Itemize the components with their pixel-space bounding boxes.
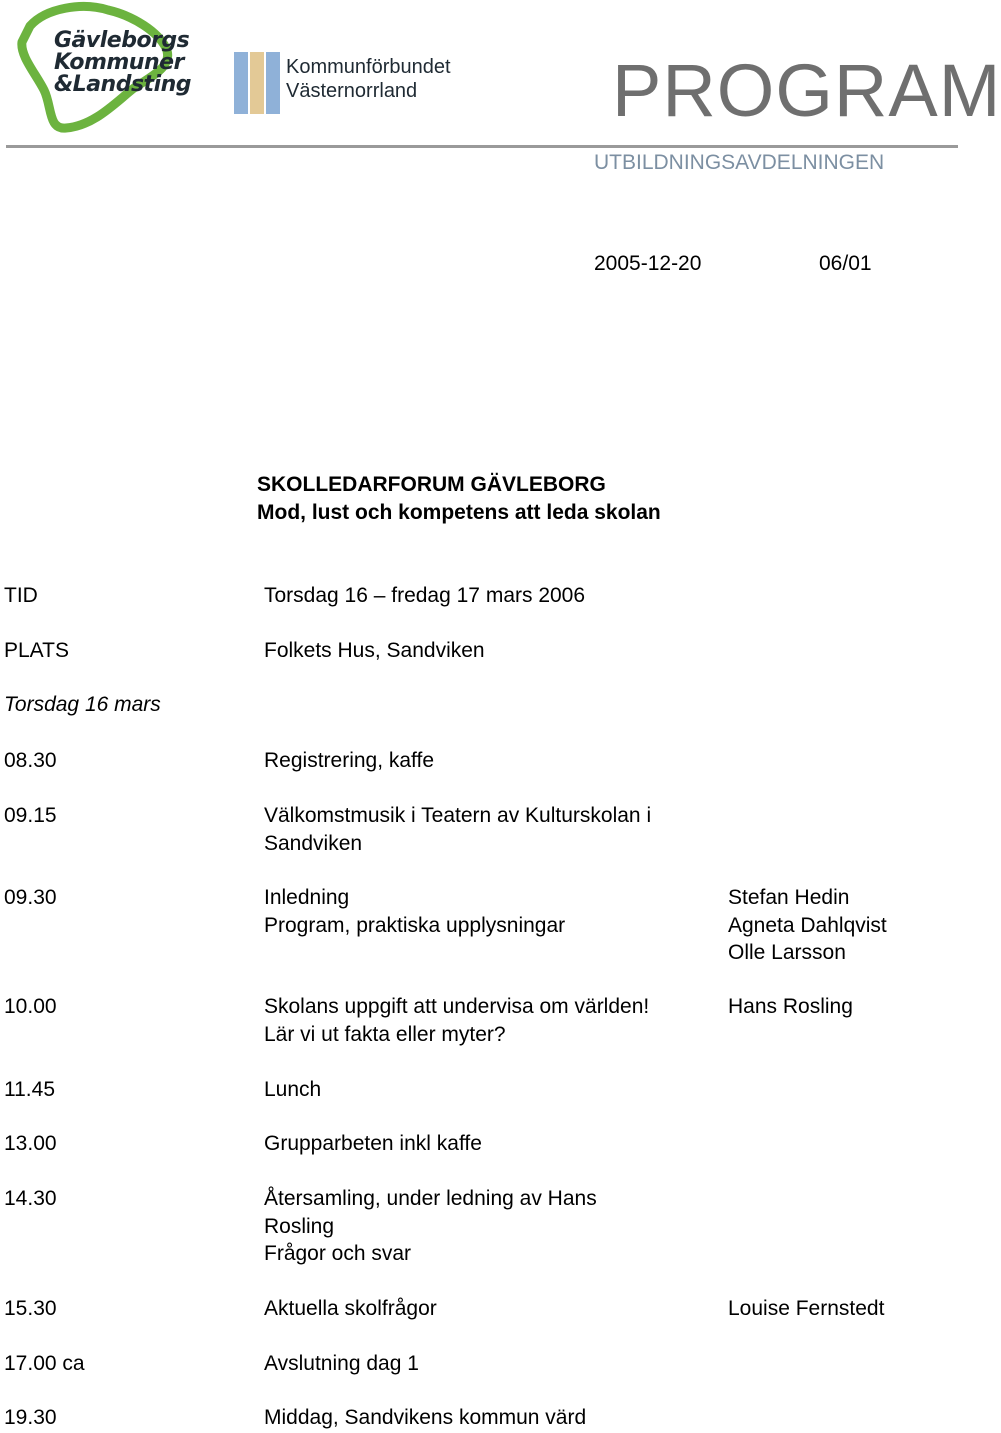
schedule-speakers <box>728 1295 884 1323</box>
speaker-name: Stefan Hedin <box>728 886 850 909</box>
schedule-activity <box>264 1076 321 1104</box>
logo2-tan-bar <box>250 52 264 114</box>
schedule-time: 09.15 <box>4 804 57 827</box>
activity-line: Aktuella skolfrågor <box>264 1297 437 1320</box>
time-value: Torsdag 16 – fredag 17 mars 2006 <box>264 584 586 607</box>
logo2-blue-bar <box>234 52 248 114</box>
schedule-activity <box>264 747 434 775</box>
activity-line: Avslutning dag 1 <box>264 1352 419 1375</box>
logo2-line-2: Västernorrland <box>286 80 418 102</box>
event-subtitle: Mod, lust och kompetens att leda skolan <box>257 501 661 524</box>
logo1-line-2: Kommuner <box>54 50 184 75</box>
gavleborgs-logo <box>16 2 216 134</box>
kommunforbundet-logo <box>234 52 474 116</box>
logo2-line-1: Kommunförbundet <box>286 56 451 78</box>
logo1-line-1: Gävleborgs <box>54 28 190 53</box>
activity-line: Lär vi ut fakta eller myter? <box>264 1022 506 1046</box>
speaker-name: Agneta Dahlqvist <box>728 913 887 937</box>
activity-line: Middag, Sandvikens kommun värd <box>264 1406 587 1429</box>
schedule-activity <box>264 1185 597 1268</box>
schedule-activity <box>264 884 565 939</box>
place-label: PLATS <box>4 639 69 662</box>
document-date: 2005-12-20 <box>594 252 702 275</box>
logo2-blue-bar-2 <box>266 52 280 114</box>
schedule-activity <box>264 1295 437 1323</box>
activity-line: Återsamling, under ledning av Hans <box>264 1187 597 1210</box>
schedule-activity <box>264 1404 586 1432</box>
schedule-activity <box>264 1350 419 1378</box>
activity-line: Rosling <box>264 1214 335 1238</box>
schedule-time: 13.00 <box>4 1132 57 1155</box>
activity-line: Sandviken <box>264 831 363 855</box>
schedule-time: 09.30 <box>4 886 57 909</box>
schedule-speakers <box>728 993 853 1021</box>
document-number: 06/01 <box>819 252 872 275</box>
activity-line: Lunch <box>264 1078 322 1101</box>
department-name: UTBILDNINGSAVDELNINGEN <box>594 151 885 174</box>
header-divider <box>6 145 958 148</box>
day-heading: Torsdag 16 mars <box>4 693 161 716</box>
activity-line: Skolans uppgift att undervisa om världen! <box>264 995 650 1018</box>
time-label: TID <box>4 584 38 607</box>
place-value: Folkets Hus, Sandviken <box>264 639 485 662</box>
activity-line: Grupparbeten inkl kaffe <box>264 1132 482 1155</box>
schedule-activity <box>264 802 651 857</box>
schedule-activity <box>264 993 649 1048</box>
speaker-name: Hans Rosling <box>728 995 853 1018</box>
speaker-name: Louise Fernstedt <box>728 1297 885 1320</box>
logo1-line-3: &Landsting <box>54 72 192 97</box>
program-title: PROGRAM <box>612 49 1001 132</box>
schedule-time: 19.30 <box>4 1406 57 1429</box>
schedule-time: 14.30 <box>4 1187 57 1210</box>
schedule-time: 11.45 <box>4 1078 55 1101</box>
schedule-time: 15.30 <box>4 1297 57 1320</box>
schedule-activity <box>264 1130 482 1158</box>
schedule-time: 10.00 <box>4 995 57 1018</box>
event-title: SKOLLEDARFORUM GÄVLEBORG <box>257 473 606 496</box>
schedule-time: 17.00 ca <box>4 1352 85 1375</box>
schedule-time: 08.30 <box>4 749 57 772</box>
activity-line: Program, praktiska upplysningar <box>264 913 566 937</box>
speaker-name: Olle Larsson <box>728 941 846 964</box>
schedule-speakers <box>728 884 887 967</box>
activity-line: Inledning <box>264 886 350 909</box>
activity-line: Frågor och svar <box>264 1242 412 1265</box>
activity-line: Registrering, kaffe <box>264 749 435 772</box>
activity-line: Välkomstmusik i Teatern av Kulturskolan i <box>264 804 652 827</box>
